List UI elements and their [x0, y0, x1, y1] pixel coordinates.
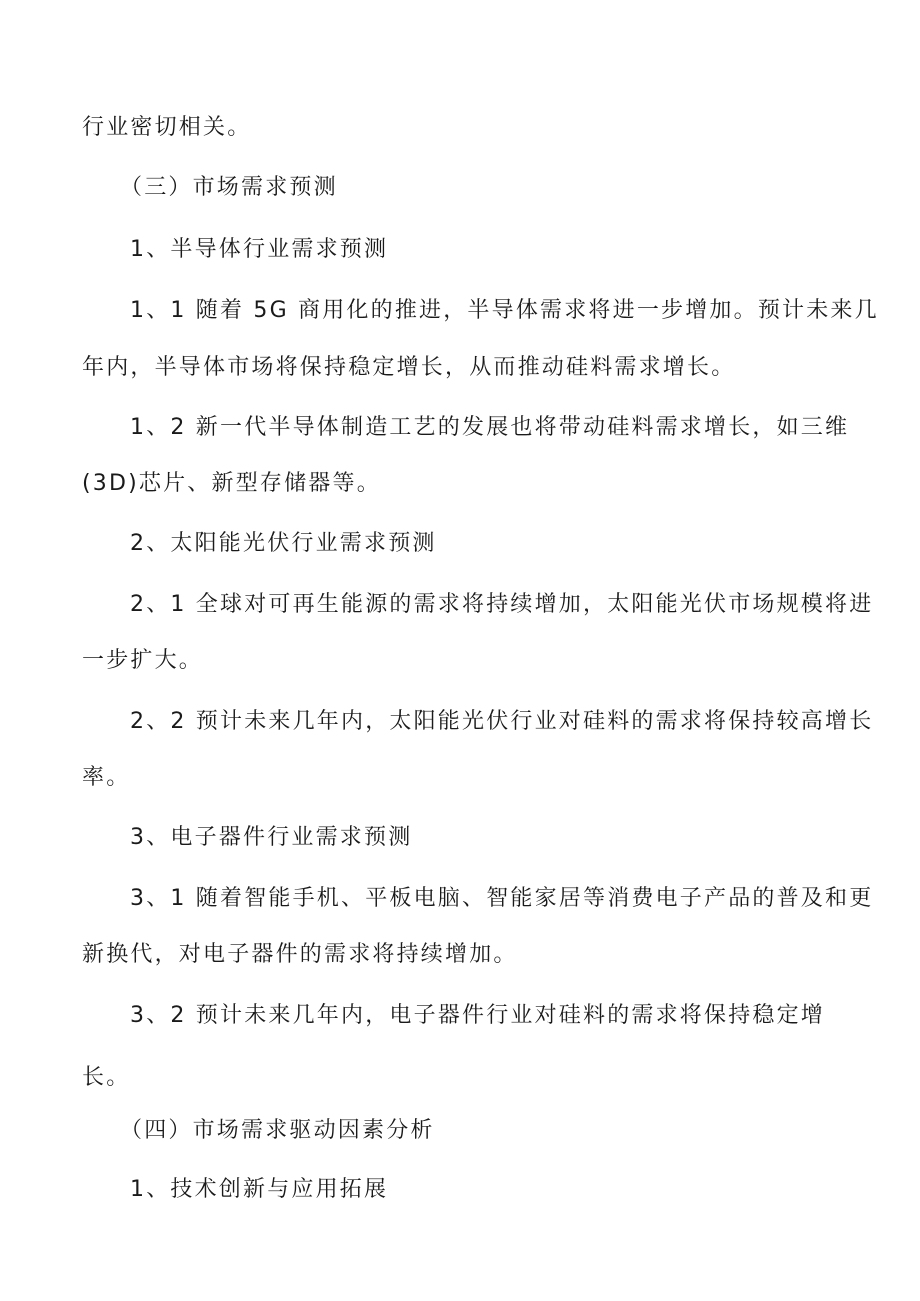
paragraph-text: 1、1 随着 5G 商用化的推进，半导体需求将进一步增加。预计未来几 — [130, 298, 879, 323]
paragraph-text: 长。 — [82, 1065, 131, 1090]
paragraph-text: 1、2 新一代半导体制造工艺的发展也将带动硅料需求增长，如三维 — [130, 415, 850, 440]
paragraph-text: 年内，半导体市场将保持稳定增长，从而推动硅料需求增长。 — [82, 355, 736, 380]
paragraph-text: 率。 — [82, 765, 131, 790]
subsection-heading: 2、太阳能光伏行业需求预测 — [130, 531, 437, 556]
subsection-heading: 1、半导体行业需求预测 — [130, 237, 389, 262]
subsection-heading: 3、电子器件行业需求预测 — [130, 825, 413, 850]
paragraph-text: 行业密切相关。 — [82, 115, 252, 140]
paragraph-text: 新换代，对电子器件的需求将持续增加。 — [82, 942, 518, 967]
paragraph-text: 3、2 预计未来几年内，电子器件行业对硅料的需求将保持稳定增 — [130, 1003, 825, 1028]
section-heading: （四）市场需求驱动因素分析 — [120, 1118, 435, 1143]
paragraph-text: (3D)芯片、新型存储器等。 — [82, 471, 381, 496]
paragraph-text: 2、2 预计未来几年内，太阳能光伏行业对硅料的需求将保持较高增长 — [130, 709, 874, 734]
paragraph-text: 3、1 随着智能手机、平板电脑、智能家居等消费电子产品的普及和更 — [130, 886, 874, 911]
section-heading: （三）市场需求预测 — [120, 175, 338, 200]
paragraph-text: 2、1 全球对可再生能源的需求将持续增加，太阳能光伏市场规模将进 — [130, 592, 874, 617]
subsection-heading: 1、技术创新与应用拓展 — [130, 1177, 389, 1202]
paragraph-text: 一步扩大。 — [82, 648, 204, 673]
